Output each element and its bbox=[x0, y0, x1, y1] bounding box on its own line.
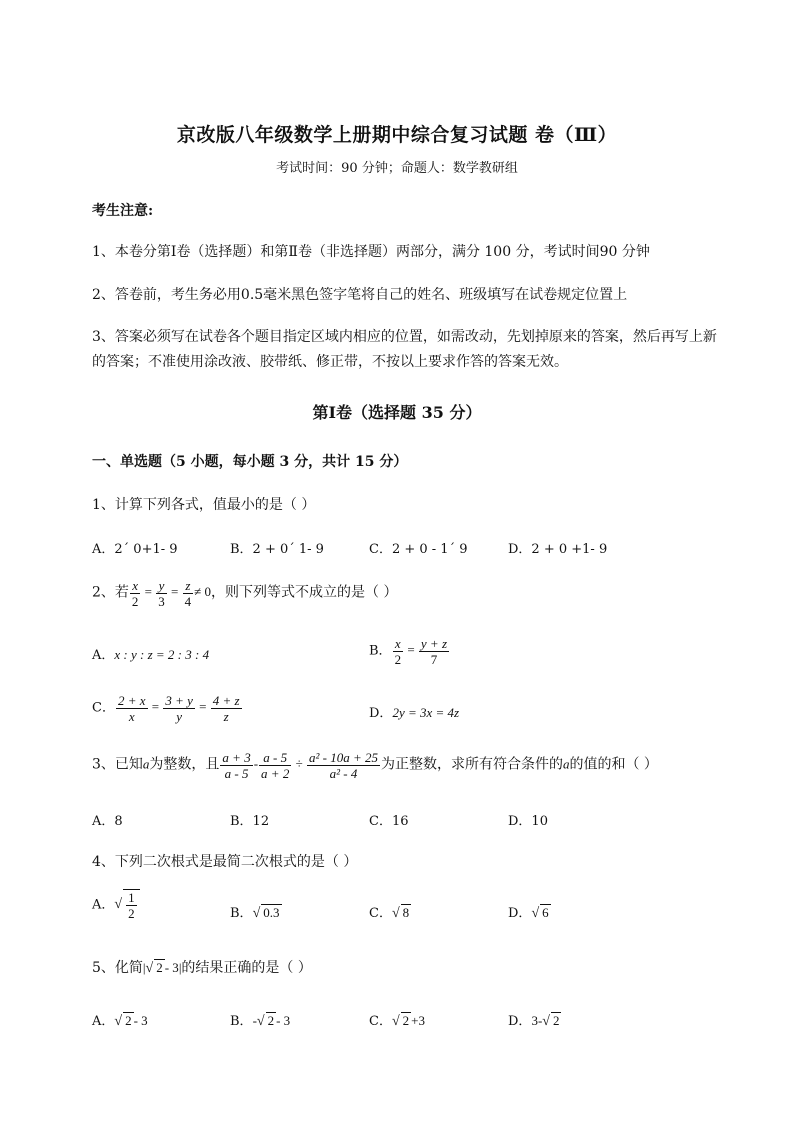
q2-frac-y bbox=[156, 578, 167, 609]
q2-frac-z bbox=[183, 578, 194, 609]
q1-option-c: C．2 + 0 - 1´ 9 bbox=[369, 542, 468, 557]
q1-option-d: D．2 + 0 +1- 9 bbox=[508, 542, 608, 557]
q4-stem: 4、下列二次根式是最简二次根式的是（ ） bbox=[92, 854, 358, 870]
q2-option-b-den1: 2 bbox=[394, 652, 402, 667]
q4-option-a-num: 1 bbox=[128, 890, 135, 905]
q5-suffix: 的结果正确的是（ ） bbox=[181, 960, 312, 976]
q3-frac1-den: a - 5 bbox=[224, 766, 249, 781]
q2-option-c-den2: y bbox=[176, 709, 182, 724]
q5-option-d-label: D． bbox=[508, 1014, 532, 1029]
q5-option-b-rad: 2 bbox=[267, 1013, 275, 1028]
q2-stem bbox=[92, 578, 397, 609]
q2-option-b-den2: 7 bbox=[430, 652, 438, 667]
exam-title: 京改版八年级数学上册期中综合复习试题 卷（Ⅲ） bbox=[176, 124, 618, 146]
q5-option-c: C．√ 2 +3 bbox=[369, 1013, 425, 1029]
q5-option-d: D．3-√ 2 bbox=[508, 1013, 560, 1029]
q5-option-c-tail: +3 bbox=[411, 1013, 425, 1028]
q2-option-d bbox=[369, 702, 459, 721]
q2-option-a bbox=[92, 644, 209, 663]
q5-expr-tail: - 3 bbox=[164, 960, 179, 975]
q2-option-b-num1: x bbox=[393, 636, 404, 652]
notice-item-2: 2、答卷前，考生务必用0.5毫米黑色签字笔将自己的姓名、班级填写在试卷规定位置上 bbox=[92, 287, 628, 303]
q2-frac-y-num: y bbox=[156, 578, 167, 594]
q3-var: a bbox=[142, 756, 150, 772]
notice-item-3-line-1: 3、答案必须写在试卷各个题目指定区域内相应的位置，如需改动，先划掉原来的答案，然后再写上新 bbox=[92, 329, 717, 345]
q2-option-d-expr: 2y = 3x = 4z bbox=[392, 705, 460, 720]
q5-option-b: B．-√ 2 - 3 bbox=[230, 1013, 291, 1029]
q3-var-2: a bbox=[562, 756, 570, 772]
q5-stem: 5、化简|√ 2 - 3|的结果正确的是（ ） bbox=[92, 960, 312, 976]
q2-option-c-label: C． bbox=[92, 700, 115, 716]
q5-option-b-tail: - 3 bbox=[276, 1013, 291, 1028]
q2-suffix: ，则下列等式不成立的是（ ） bbox=[211, 584, 398, 601]
q3-frac3-num: a² - 10a + 25 bbox=[308, 750, 378, 765]
q4-option-b-rad: 0.3 bbox=[263, 905, 280, 920]
q3-option-b: B．12 bbox=[230, 814, 270, 829]
q2-condition: $\frac{x}{2}$ = $\frac{y}{3}$ = $\frac{z}{4}$ ≠ 0 bbox=[131, 578, 211, 609]
q5-option-c-label: C． bbox=[369, 1014, 392, 1029]
q3-mid: 为整数，且 bbox=[149, 756, 220, 773]
q5-option-a-rad: 2 bbox=[125, 1013, 132, 1028]
q3-tail1: 为正整数，求所有符合条件的 bbox=[380, 756, 563, 773]
q5-option-a-label: A． bbox=[92, 1014, 115, 1029]
q4-option-b-label: B． bbox=[230, 906, 253, 921]
q3-option-d: D．10 bbox=[508, 814, 548, 829]
q5-option-b-label: B． bbox=[230, 1014, 253, 1029]
q1-stem: 1、计算下列各式，值最小的是（ ） bbox=[92, 497, 316, 513]
q2-frac-z-num: z bbox=[183, 578, 194, 594]
q3-stem: 3、已知a为整数，且 $\frac{a + 3}{a - 5}$ - $\frac{a - 5}{a + 2}$ ÷ $\frac{\text{a² - 10a + 25}}{\text{a² - 4}}$ 为正整数，求所有符合条件的a的值的和（ ） bbox=[92, 750, 658, 781]
q4-option-a-label: A． bbox=[92, 897, 115, 913]
q2-option-b: B． $\frac{x}{2}$ = $\frac{y + z}{7}$ bbox=[369, 636, 448, 667]
q5-option-a: A．√ 2 - 3 bbox=[92, 1013, 148, 1029]
q3-frac3-den: a² - 4 bbox=[329, 766, 358, 781]
q4-option-a: A．√ $\frac{1}{2}$ bbox=[92, 889, 140, 921]
exam-subtitle: 考试时间：90 分钟；命题人：数学教研组 bbox=[276, 161, 518, 176]
notice-item-3-line-2: 的答案；不准使用涂改液、胶带纸、修正带，不按以上要求作答的答案无效。 bbox=[92, 354, 568, 370]
q2-option-c: C． $\frac{2 + x}{x}$ = $\frac{3 + y}{y}$ = $\frac{4 + z}{z}$ bbox=[92, 693, 240, 724]
q2-cond-tail: ≠ 0 bbox=[194, 584, 211, 600]
q2-frac-x bbox=[130, 578, 141, 609]
q5-expr-rad: 2 bbox=[156, 960, 163, 975]
q3-frac1-num: a + 3 bbox=[222, 750, 251, 765]
q3-option-a: A．8 bbox=[92, 814, 123, 829]
q2-frac-x-den: 2 bbox=[131, 594, 139, 609]
q4-option-a-den: 2 bbox=[128, 906, 135, 921]
q5-option-a-tail: - 3 bbox=[133, 1013, 148, 1028]
q5-option-b-pre: - bbox=[252, 1013, 257, 1028]
q3-frac2-den: a + 2 bbox=[261, 766, 290, 781]
q2-frac-y-den: 3 bbox=[158, 594, 165, 609]
q5-prefix: 5、化简 bbox=[92, 960, 143, 976]
q4-option-d-label: D． bbox=[508, 906, 532, 921]
q2-prefix: 2、若 bbox=[92, 584, 129, 601]
q3-frac2-num: a - 5 bbox=[259, 750, 291, 766]
q2-option-b-label: B． bbox=[369, 643, 392, 659]
q2-option-b-num2: y + z bbox=[420, 636, 448, 651]
notice-item-1: 1、本卷分第Ⅰ卷（选择题）和第Ⅱ卷（非选择题）两部分，满分 100 分，考试时间90 分钟 bbox=[92, 244, 650, 260]
q5-option-d-pre: 3- bbox=[531, 1013, 543, 1028]
q4-option-d-rad: 6 bbox=[542, 905, 549, 920]
q3-option-c: C．16 bbox=[369, 814, 409, 829]
q1-option-b: B．2 + 0´ 1- 9 bbox=[230, 542, 324, 557]
q2-option-c-den3: z bbox=[223, 709, 229, 724]
q3-tail2: 的值的和（ ） bbox=[569, 756, 658, 773]
q2-frac-x-num: x bbox=[130, 578, 141, 594]
q2-option-a-expr: x : y : z = 2 : 3 : 4 bbox=[114, 647, 210, 662]
q2-option-c-num3: 4 + z bbox=[212, 693, 240, 708]
q2-option-c-num2: 3 + y bbox=[165, 693, 193, 708]
q2-option-c-den1: x bbox=[128, 709, 135, 724]
q2-option-d-label: D． bbox=[369, 706, 393, 721]
section-title: 第Ⅰ卷（选择题 35 分） bbox=[312, 403, 482, 422]
q4-option-c-rad: 8 bbox=[402, 905, 410, 920]
q1-option-a: A．2´ 0+1- 9 bbox=[92, 542, 178, 557]
part1-heading: 一、单选题（5 小题，每小题 3 分，共计 15 分） bbox=[92, 454, 408, 470]
q2-option-c-num1: 2 + x bbox=[117, 693, 146, 708]
notice-heading: 考生注意: bbox=[92, 203, 154, 219]
q4-option-c-label: C． bbox=[369, 906, 392, 921]
q4-option-b: B．√ 0.3 bbox=[230, 905, 280, 921]
q4-option-c: C．√ 8 bbox=[369, 905, 410, 921]
q4-option-d: D．√ 6 bbox=[508, 905, 549, 921]
q5-option-d-rad: 2 bbox=[552, 1013, 560, 1028]
q3-prefix: 3、已知 bbox=[92, 756, 143, 773]
q5-option-c-rad: 2 bbox=[402, 1013, 410, 1028]
q2-option-a-label: A． bbox=[92, 648, 115, 663]
q2-frac-z-den: 4 bbox=[184, 594, 192, 609]
